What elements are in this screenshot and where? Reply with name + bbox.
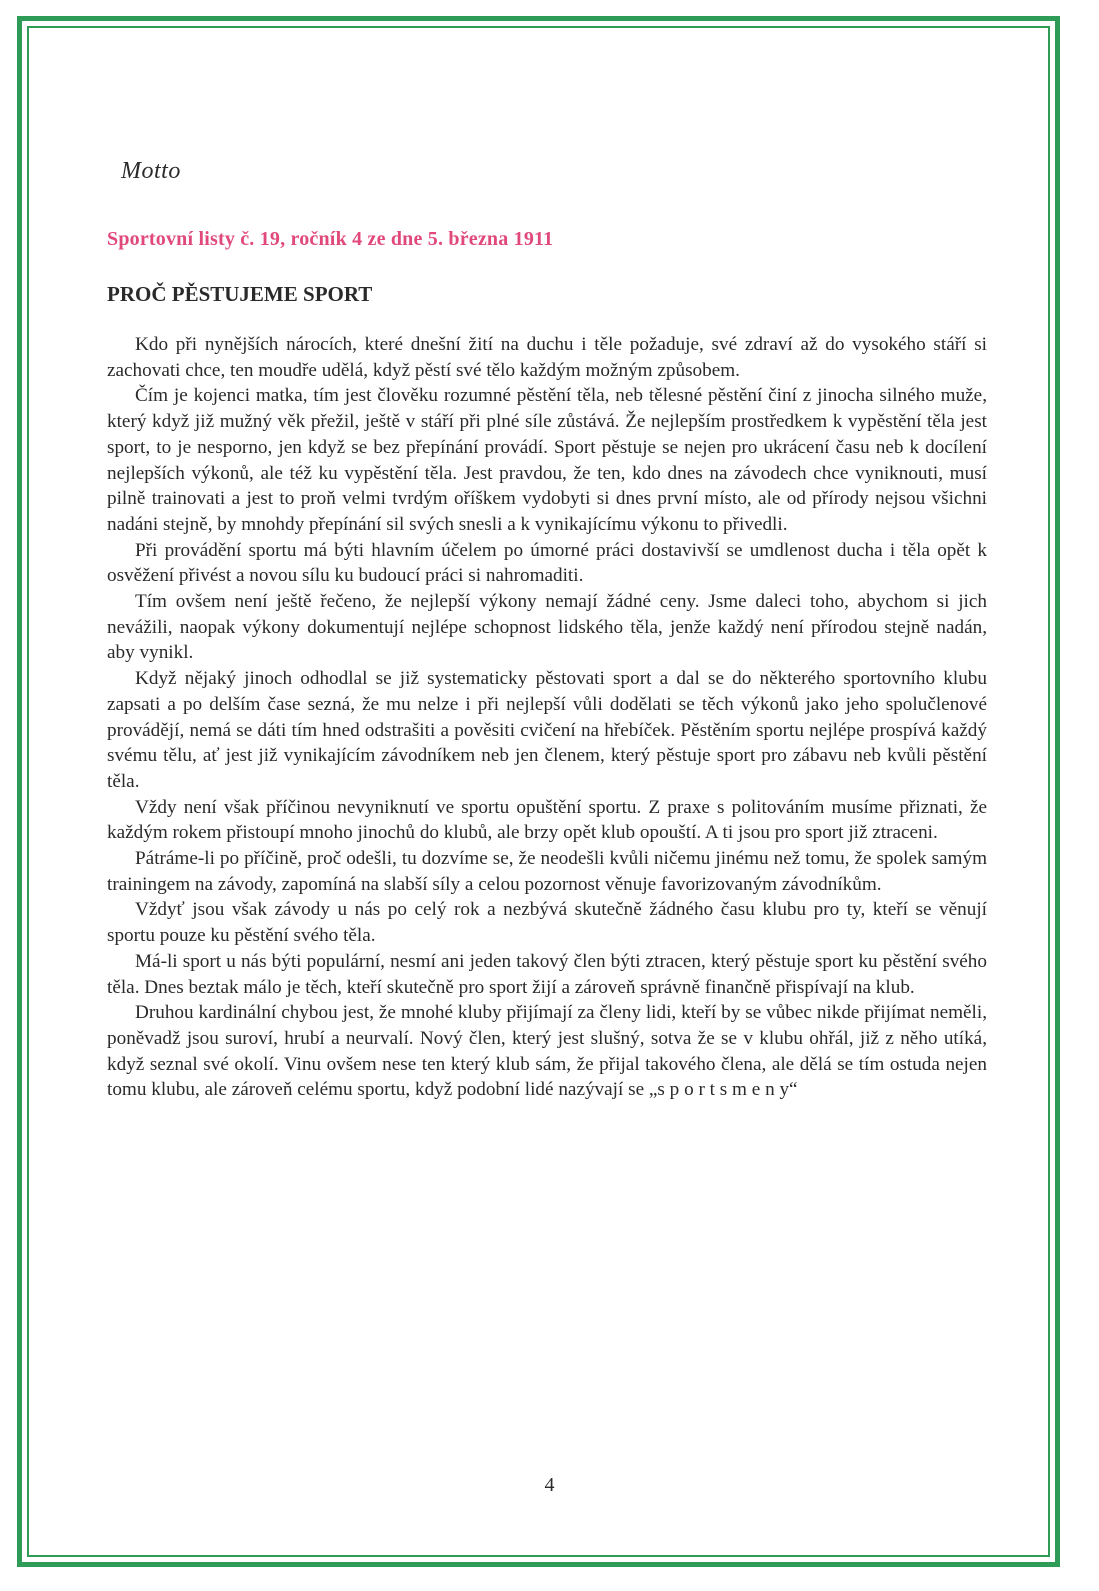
- paragraph: Při provádění sportu má býti hlavním účelem po úmorné práci dostavivší se umdlenost ducha i těla opět k osvěžení přivést a novou sílu ku budoucí práci si nahromaditi.: [107, 539, 987, 587]
- paragraph: Když nějaký jinoch odhodlal se již systematicky pěstovati sport a dal se do některého sportovního klubu zapsati a po delším čase sezná, že mu nelze i při nejlepší vůli dodělati se těch výkonů jako jeho spolučlenové provádějí, nemá se dáti tím hned odstrašiti a pověsiti cvičení na hřebíček. Pěstěním sportu nejlépe prospívá každý svému tělu, ať jest již vynikajícím závodníkem neb jen členem, který pěstuje sport pro zábavu neb kvůli pěstění těla.: [107, 668, 987, 792]
- paragraph: Tím ovšem není ještě řečeno, že nejlepší výkony nemají žádné ceny. Jsme daleci toho, abychom si jich nevážili, naopak výkony dokumentují nejlépe schopnost lidského těla, jenže každý není přírodou stejně nadán, aby vynikl.: [107, 591, 987, 664]
- paragraph: Čím je kojenci matka, tím jest člověku rozumné pěstění těla, neb tělesné pěstění činí z jinocha silného muže, který když již mužný věk přežil, ještě v stáří při plné síle zůstává. Že nejlepším prostředkem k vypěstění těla jest sport, to je nesporno, jen když se bez přepínání provádí. Sport pěstuje se nejen pro ukrácení času neb k docílení nejlepších výkonů, ale též ku vypěstění těla. Jest pravdou, že ten, kdo dnes na závodech chce vyniknouti, musí pilně trainovati a jest to proň velmi tvrdým oříškem vydobyti si dnes první místo, ale od přírody nejsou všichni nadáni stejně, by mnohdy přepínání sil svých snesli a k vynikajícímu výkonu to přivedli.: [107, 385, 987, 535]
- paragraph: Vždyť jsou však závody u nás po celý rok a nezbývá skutečně žádného času klubu pro ty, kteří se věnují sportu pouze ku pěstění svého těla.: [107, 899, 987, 947]
- motto-label: Motto: [121, 158, 181, 184]
- article-body: [107, 332, 987, 1103]
- source-citation: Sportovní listy č. 19, ročník 4 ze dne 5. března 1911: [107, 228, 554, 250]
- paragraph: Vždy není však příčinou nevyniknutí ve sportu opuštění sportu. Z praxe s politováním musíme přiznati, že každým rokem přistoupí mnoho jinochů do klubů, ale brzy opět klub opouští. A ti jsou pro sport již ztraceni.: [107, 796, 987, 844]
- article-heading: PROČ PĚSTUJEME SPORT: [107, 282, 373, 306]
- paragraph: Má-li sport u nás býti populární, nesmí ani jeden takový člen býti ztracen, který pěstuje sport ku pěstění svého těla. Dnes beztak málo je těch, kteří skutečně pro sport žijí a zároveň správně finančně přispívají na klub.: [107, 950, 987, 998]
- paragraph: Pátráme-li po příčině, proč odešli, tu dozvíme se, že neodešli kvůli ničemu jinému než tomu, že spolek samým trainingem na závody, zapomíná na slabší síly a celou pozornost věnuje favorizovaným závodníkům.: [107, 848, 987, 895]
- paragraph: Kdo při nynějších nárocích, které dnešní žití na duchu i těle požaduje, své zdraví až do vysokého stáří si zachovati chce, ten moudře udělá, když pěstí své tělo každým možným způsobem.: [107, 334, 987, 381]
- paragraph: Druhou kardinální chybou jest, že mnohé kluby přijímají za členy lidi, kteří by se vůbec nikde přijímat neměli, poněvadž jsou suroví, hrubí a neurvalí. Nový člen, který jest slušný, sotva že se v klubu ohřál, již z něho utíká, když seznal své okolí. Vinu ovšem nese ten který klub sám, že přijal takového člena, ale dělá se tím ostuda nejen tomu klubu, ale zároveň celému sportu, když podobní lidé nazývají se „s p o r t s m e n y“: [107, 1002, 987, 1101]
- page-number: 4: [544, 1474, 555, 1496]
